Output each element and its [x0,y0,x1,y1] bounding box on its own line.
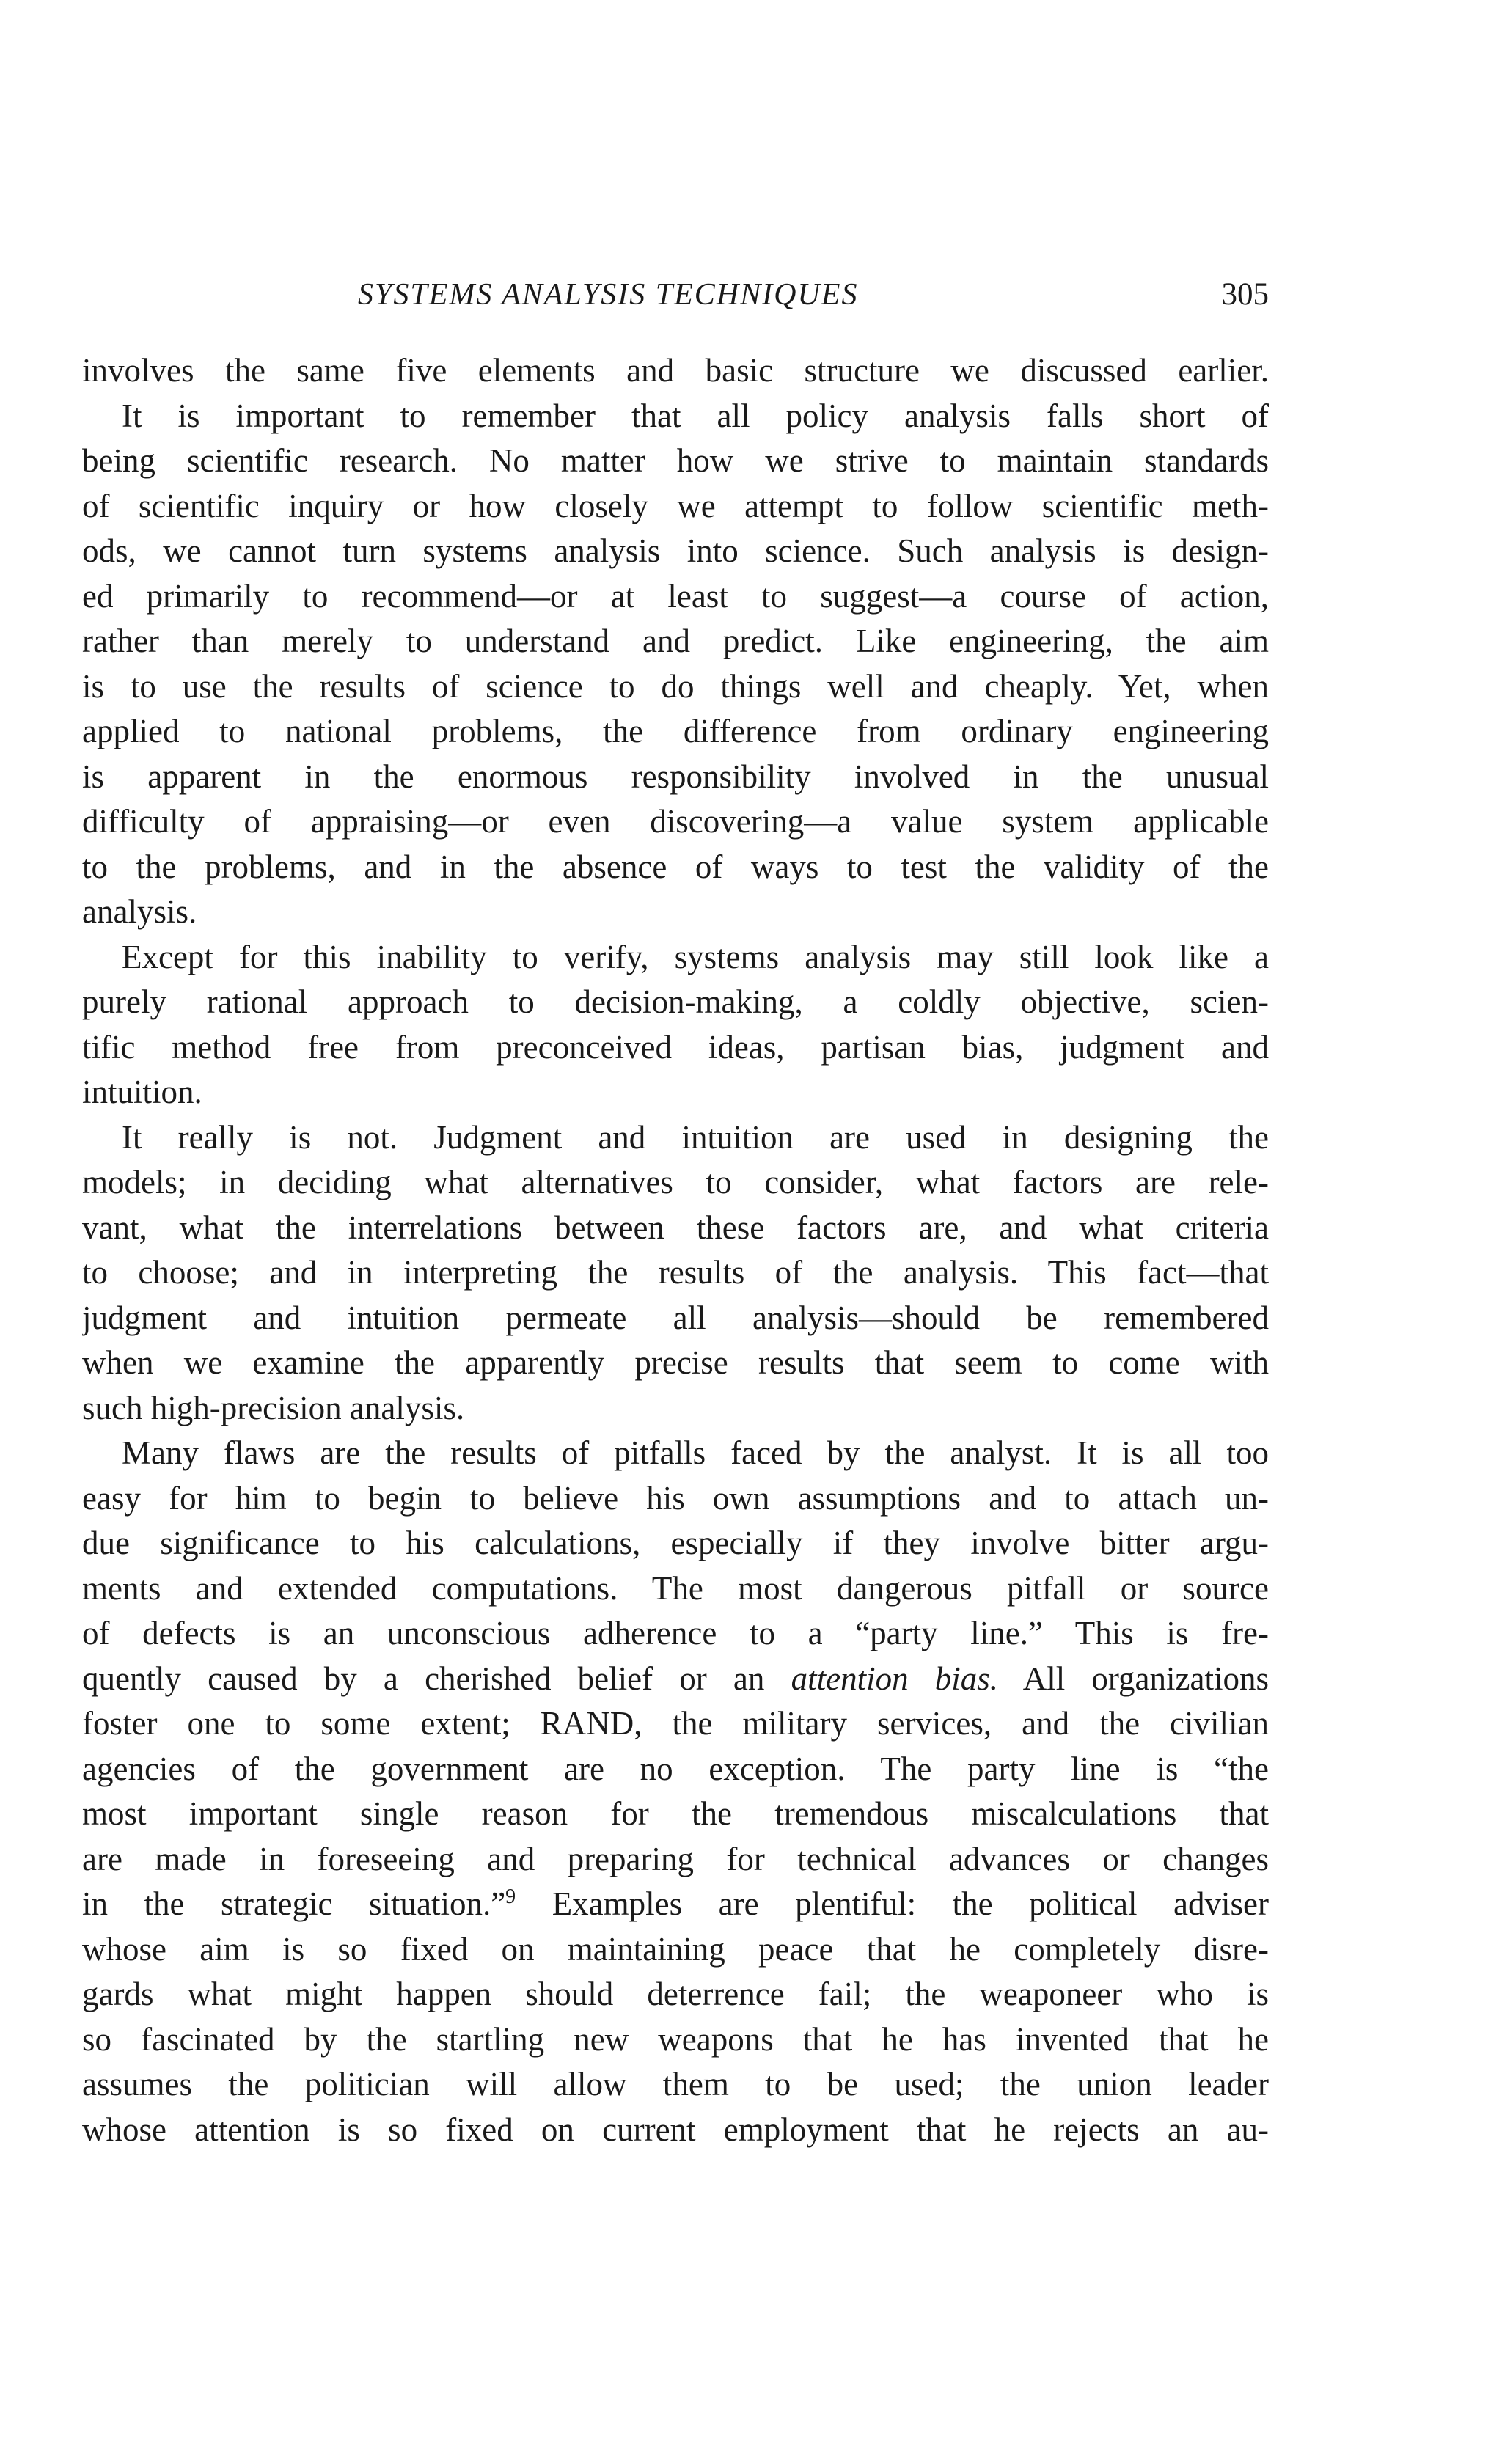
text-line: purely rational approach to decision-making, a coldly objective, scien- [82,983,1269,1020]
page-number: 305 [1221,277,1269,312]
text-line: It really is not. Judgment and intuition are used in designing the [122,1118,1269,1156]
text-line: foster one to some extent; RAND, the military services, and the civilian [82,1705,1269,1742]
page-header [82,273,1269,317]
text-line: to the problems, and in the absence of ways to test the validity of the [82,848,1269,885]
text-line: involves the same five elements and basic structure we discussed earlier. [82,352,1269,389]
text-line: is apparent in the enormous responsibility involved in the unusual [82,758,1269,795]
text-line: vant, what the interrelations between these factors are, and what criteria [82,1209,1269,1246]
text-line: tific method free from preconceived ideas, partisan bias, judgment and [82,1028,1269,1066]
text-line: judgment and intuition permeate all analysis—should be remembered [82,1299,1269,1336]
text-line: Except for this inability to verify, systems analysis may still look like a [122,938,1269,975]
text-line: whose attention is so fixed on current employment that he rejects an au- [82,2111,1269,2148]
text-line: easy for him to begin to believe his own assumptions and to attach un- [82,1479,1269,1517]
text-line: It is important to remember that all policy analysis falls short of [122,397,1269,434]
text-line: due significance to his calculations, especially if they involve bitter argu- [82,1525,1269,1561]
text-line: to choose; and in interpreting the results of the analysis. This fact—that [82,1254,1269,1291]
text-line: being scientific research. No matter how we strive to maintain standards [82,442,1269,479]
text-line: difficulty of appraising—or even discovering—a value system applicable [82,803,1269,840]
text-line: whose aim is so fixed on maintaining peace that he completely disre- [82,1930,1269,1968]
text-line: when we examine the apparently precise results that seem to come with [82,1344,1269,1381]
text-line: ods, we cannot turn systems analysis into science. Such analysis is design- [82,532,1269,569]
text-fragment: All organizations [998,1660,1269,1697]
footnote-reference: 9 [505,1885,516,1908]
book-page [82,0,1269,2464]
text-fragment: in the strategic situation.” [82,1885,506,1922]
text-line: of scientific inquiry or how closely we attempt to follow scientific meth- [82,487,1269,524]
text-line: intuition. [82,1074,202,1110]
text-line: ed primarily to recommend—or at least to suggest—a course of action, [82,577,1269,615]
text-line [82,1882,1269,1927]
text-line: such high-precision analysis. [82,1389,465,1426]
text-line: assumes the politician will allow them to be used; the union leader [82,2066,1269,2102]
text-line: are made in foreseeing and preparing for technical advances or changes [82,1840,1269,1877]
text-line: rather than merely to understand and predict. Like engineering, the aim [82,623,1269,659]
text-line: ments and extended computations. The most dangerous pitfall or source [82,1569,1269,1607]
text-line: gards what might happen should deterrence fail; the weaponeer who is [82,1976,1269,2012]
text-fragment: quently caused by a cherished belief or an [82,1660,791,1697]
text-line: so fascinated by the startling new weapons that he has invented that he [82,2020,1269,2058]
text-fragment: Examples are plentiful: the political adviser [516,1885,1269,1922]
running-head: SYSTEMS ANALYSIS TECHNIQUES [358,278,859,312]
text-line: Many flaws are the results of pitfalls faced by the analyst. It is all too [122,1434,1269,1471]
italic-term: attention bias. [791,1660,999,1697]
text-line: applied to national problems, the difference from ordinary engineering [82,713,1269,749]
text-line: models; in deciding what alternatives to consider, what factors are rele- [82,1164,1269,1200]
text-line: analysis. [82,893,197,930]
body-text [82,348,1269,2152]
text-line: agencies of the government are no exception. The party line is “the [82,1750,1269,1787]
text-line: most important single reason for the tremendous miscalculations that [82,1795,1269,1832]
text-line: is to use the results of science to do things well and cheaply. Yet, when [82,667,1269,705]
text-line [82,1657,1269,1702]
text-line: of defects is an unconscious adherence to a “party line.” This is fre- [82,1615,1269,1651]
